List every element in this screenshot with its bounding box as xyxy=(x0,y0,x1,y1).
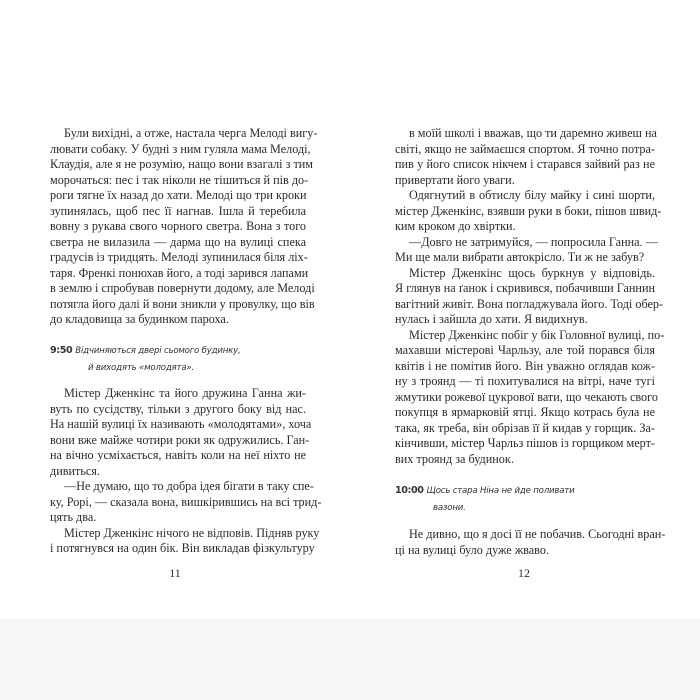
text-line: потягла його далі й вони зникли у провулку, що вів xyxy=(50,296,315,311)
text-line: покупця в ярмарковій ятці. Якщо котрась була не xyxy=(395,405,655,419)
text-line: ку, Рорі, — сказала вона, вишкірившись на всі трид- xyxy=(50,494,322,509)
text-line: вих троянд за будинок. xyxy=(395,451,514,466)
note-line: вазони. xyxy=(433,503,466,513)
text-line: привертати його уваги. xyxy=(395,172,515,187)
text-line: жмутики рожевої цукрової вати, що чекають свого xyxy=(395,389,658,404)
text-line: роги тягне їх назад до хати. Мелоді що три кроки xyxy=(50,188,307,202)
text-line: светра не вилазила — дарма що на вулиці спека xyxy=(50,234,306,249)
text-line: вовну з рукава свого чорного светра. Вона з того xyxy=(50,219,306,233)
text-line: Не дивно, що я досі її не побачив. Сьогодні вран- xyxy=(409,527,666,541)
note-line: Щось стара Ніна не йде поливати xyxy=(426,486,575,496)
text-line: містер Дженкінс, взявши руки в боки, пішов швид- xyxy=(395,203,662,218)
text-line: Ми ще мали вибрати автокрісло. Ти ж не забув? xyxy=(395,250,645,264)
text-line: —Довго не затримуйся, — попросила Ганна. — xyxy=(409,234,658,249)
text-line: На нашій вулиці їх називають «молодятами», хоча xyxy=(50,417,312,431)
text-line: кінчивши, містер Чарльз пішов із горщиком мерт- xyxy=(395,436,655,450)
page-shadow-band xyxy=(0,618,700,700)
text-line: махавши містерові Чарльзу, але той порався біля xyxy=(395,343,655,357)
text-line: зупинялась, щоб пес її нагнав. Ішла й теребила xyxy=(50,203,306,218)
text-line: на вічно усміхається, навіть коли на неї ніхто не xyxy=(50,448,306,462)
left-page-time-note xyxy=(50,342,241,377)
note-time: 9:50 xyxy=(50,345,73,356)
text-line: таря. Френкі понюхав його, а тоді зарився лапами xyxy=(50,265,309,280)
right-page-text-block-2 xyxy=(395,527,666,558)
text-line: ну з троянд — ті похитувалися на вітрі, наче тугі xyxy=(395,374,655,388)
text-line: Клаудія, але я не розумію, нащо вони взагалі з тим xyxy=(50,157,314,171)
note-line: Відчиняються двері сьомого будинку, xyxy=(75,346,241,356)
text-line: Містер Дженкінс щось буркнув у відповідь. xyxy=(409,265,655,280)
text-line: цять два. xyxy=(50,510,97,524)
text-line: в землю і спробував повернути додому, але Мелоді xyxy=(50,281,315,295)
text-line: в моїй школі і вважав, що ти даремно живеш на xyxy=(409,126,657,140)
text-line: Містер Дженкінс нічого не відповів. Підняв руку xyxy=(64,525,320,540)
text-line: вуть по сусідству, тільки з другого боку від нас. xyxy=(50,401,306,416)
page-number-right: 12 xyxy=(518,566,530,580)
text-line: Одягнутий в обтислу білу майку і сині шорти, xyxy=(409,188,655,202)
right-page-time-note xyxy=(395,482,575,517)
left-page-text-block-2 xyxy=(50,386,322,557)
text-line: морочаться: пес і так ніколи не тішиться й пів до- xyxy=(50,172,309,187)
text-line: квітів і не помітив його. Він уважно оглядав кож- xyxy=(395,358,655,373)
note-line: й виходять «молодята». xyxy=(88,363,195,373)
text-line: і потягнувся на один бік. Він викладав фізкультуру xyxy=(50,541,315,555)
text-line: вагітний живіт. Вона погладжувала його. Тоді обер- xyxy=(395,296,664,311)
page-number-left: 11 xyxy=(169,566,181,580)
text-line: пив у його список нікчем і старався зайвий раз не xyxy=(395,157,655,171)
text-line: градусів із тридцять. Мелоді зупинилася біля ліх- xyxy=(50,250,308,264)
right-page-text-block-1 xyxy=(395,126,665,467)
text-line: Були вихідні, а отже, настала черга Мелоді вигу- xyxy=(64,126,318,140)
text-line: Я глянув на ґанок і скривився, побачивши Ганнин xyxy=(395,281,655,295)
text-line: до кладовища за будинком пароха. xyxy=(50,312,229,326)
text-line: Містер Дженкінс побіг у бік Головної вулиці, по- xyxy=(409,327,665,342)
note-time: 10:00 xyxy=(395,485,424,496)
text-line: нулась і зайшла до хати. Я видихнув. xyxy=(395,312,588,326)
text-line: вони вже майже чотири роки як одружились. Ган- xyxy=(50,432,310,447)
text-line: —Не думаю, що то добра ідея бігати в таку спе- xyxy=(64,479,314,493)
text-line: лювати собаку. У будні з ним гуляла мама Мелоді, xyxy=(50,141,311,156)
text-line: ці на вулиці було дуже жваво. xyxy=(395,542,549,557)
text-line: дивиться. xyxy=(50,463,100,478)
left-page-text-block-1 xyxy=(50,126,318,328)
text-line: світі, якщо не займаєшся спортом. Я точно потра- xyxy=(395,141,655,156)
text-line: ким кроком до хвіртки. xyxy=(395,219,516,233)
text-line: Містер Дженкінс та його дружина Ганна жи- xyxy=(64,386,306,400)
text-line: така, як треба, він обрізав її й кидав у горщик. За- xyxy=(395,420,655,435)
